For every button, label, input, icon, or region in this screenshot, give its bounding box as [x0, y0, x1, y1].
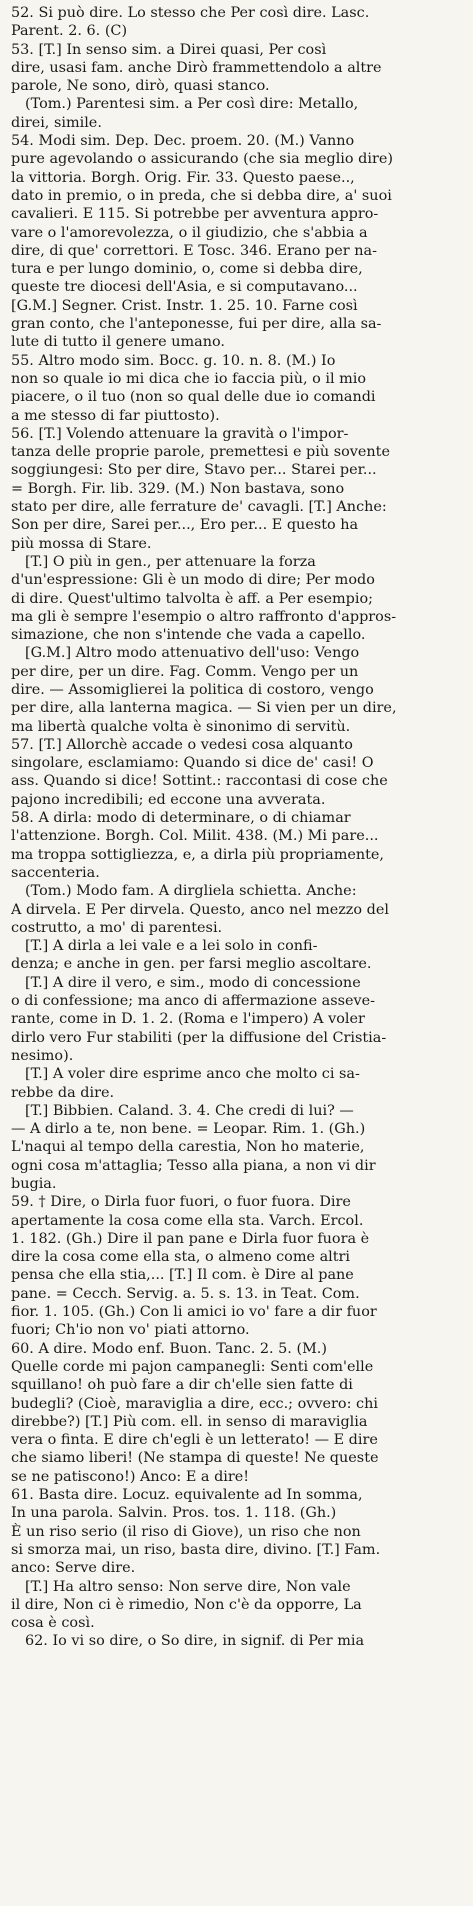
text-line: vera o finta. E dire ch'egli è un letterato! — E dire [11, 1432, 378, 1449]
text-line: 57. [T.] Allorchè accade o vedesi cosa alquanto [11, 736, 353, 753]
text-line: per dire, alla lanterna magica. — Si vien per un dire, [11, 700, 397, 717]
text-line: [T.] Ha altro senso: Non serve dire, Non vale [25, 1578, 351, 1595]
text-line: fuori; Ch'io non vo' piati attorno. [11, 1322, 250, 1339]
text-line: 54. Modi sim. Dep. Dec. proem. 20. (M.) Vanno [11, 133, 355, 150]
text-line: [T.] O più in gen., per attenuare la forza [25, 553, 316, 570]
text-line: 1. 182. (Gh.) Dire il pan pane e Dirla fuor fuora è [11, 1230, 370, 1247]
text-line: dire la cosa come ella sta, o almeno come altri [11, 1249, 351, 1266]
text-line: gran conto, che l'anteponesse, fui per dire, alla sa- [11, 316, 382, 333]
text-line: dire. — Assomiglierei la politica di costoro, vengo [11, 681, 374, 698]
text-line: Parent. 2. 6. (C) [11, 23, 128, 40]
text-line: (Tom.) Parentesi sim. a Per così dire: Metallo, [25, 96, 359, 113]
text-line: cavalieri. E 115. Si potrebbe per avventura appro- [11, 206, 379, 223]
text-line: pensa che ella stia,... [T.] Il com. è Dire al pane [11, 1267, 354, 1284]
text-line: dirlo vero Fur stabiliti (per la diffusione del Cristia- [11, 1029, 387, 1046]
text-line: [T.] A dirla a lei vale e a lei solo in confi- [25, 938, 318, 955]
text-line: In una parola. Salvin. Pros. tos. 1. 118. (Gh.) [11, 1505, 337, 1522]
text-line: vare o l'amorevolezza, o il giudizio, che s'abbia a [11, 224, 368, 241]
text-line: fior. 1. 105. (Gh.) Con li amici io vo' fare a dir fuor [11, 1304, 377, 1321]
text-line: bugia. [11, 1176, 57, 1192]
text-line: 53. [T.] In senso sim. a Direi quasi, Per così [11, 41, 327, 58]
text-line: piacere, o il tuo (non so qual delle due io comandi [11, 389, 376, 406]
text-line: Quelle corde mi pajon campanegli: Senti com'elle [11, 1358, 374, 1375]
text-line: per dire, per un dire. Fag. Comm. Vengo per un [11, 663, 359, 680]
text-line: ma gli è sempre l'esempio o altro raffronto d'appros- [11, 608, 397, 625]
text-line: saccenteria. [11, 864, 100, 881]
text-line: tura e per lungo dominio, o, come si debba dire, [11, 261, 363, 278]
text-line: che siamo liberi! (Ne stampa di queste! Ne queste [11, 1450, 379, 1467]
text-line: (Tom.) Modo fam. A dirgliela schietta. Anche: [25, 883, 357, 900]
text-line: parole, Ne sono, dirò, quasi stanco. [11, 78, 270, 95]
text-line: [G.M.] Altro modo attenuativo dell'uso: Vengo [25, 645, 360, 662]
text-line: budegli? (Cioè, maraviglia a dire, ecc.; ovvero: chi [11, 1395, 378, 1412]
text-line: rante, come in D. 1. 2. (Roma e l'impero) A voler [11, 1011, 365, 1028]
text-line: È un riso serio (il riso di Giove), un riso che non [11, 1523, 361, 1540]
text-line: a me stesso di far piuttosto). [11, 407, 220, 424]
text-line: 61. Basta dire. Locuz. equivalente ad In somma, [11, 1487, 363, 1504]
text-line: il dire, Non ci è rimedio, Non c'è da opporre, La [11, 1596, 362, 1613]
text-line: tanza delle proprie parole, premettesi e più sovente [11, 444, 390, 461]
text-line: rebbe da dire. [11, 1084, 115, 1101]
text-line: = Borgh. Fir. lib. 329. (M.) Non bastava, sono [11, 480, 345, 497]
text-line: [T.] A dire il vero, e sim., modo di concessione [25, 974, 361, 991]
text-line: simazione, che non s'intende che vada a capello. [11, 627, 366, 644]
text-line: se ne patiscono!) Anco: E a dire! [11, 1468, 250, 1485]
text-line: L'naqui al tempo della carestia, Non ho materie, [11, 1139, 365, 1156]
text-line: soggiungesi: Sto per dire, Stavo per... Starei per... [11, 462, 377, 479]
text-line: apertamente la cosa come ella sta. Varch. Ercol. [11, 1212, 364, 1229]
text-line: dire, usasi fam. anche Dirò frammettendolo a altre [11, 59, 382, 76]
text-line: 55. Altro modo sim. Bocc. g. 10. n. 8. (M.) Io [11, 352, 336, 369]
text-line: stato per dire, alle ferrature de' cavagli. [T.] Anche: [11, 499, 387, 516]
text-line: direbbe?) [T.] Più com. ell. in senso di maraviglia [11, 1413, 368, 1430]
text-line: 59. † Dire, o Dirla fuor fuori, o fuor fuora. Dire [11, 1194, 351, 1211]
text-line: o di confessione; ma anco di affermazione asseve- [11, 993, 376, 1010]
text-line: queste tre diocesi dell'Asia, e si computavano... [11, 279, 358, 296]
text-line: ma troppa sottigliezza, e, a dirla più propriamente, [11, 846, 385, 863]
text-line: più mossa di Stare. [11, 535, 152, 552]
text-line: [T.] A voler dire esprime anco che molto ci sa- [25, 1066, 360, 1083]
text-line: denza; e anche in gen. per farsi meglio ascoltare. [11, 956, 372, 973]
text-line: nesimo). [11, 1047, 74, 1064]
text-line: pane. = Cecch. Servig. a. 5. s. 13. in Teat. Com. [11, 1285, 360, 1302]
text-line: l'attenzione. Borgh. Col. Milit. 438. (M.) Mi pare... [11, 828, 379, 845]
text-line: direi, simile. [11, 114, 102, 131]
text-line: 52. Si può dire. Lo stesso che Per così dire. Lasc. [11, 5, 370, 21]
text-line: pajono incredibili; ed eccone una avverata. [11, 791, 326, 808]
text-line: Son per dire, Sarei per..., Ero per... E questo ha [11, 517, 359, 534]
text-line: 56. [T.] Volendo attenuare la gravità o l'impor- [11, 425, 349, 442]
text-line: 60. A dire. Modo enf. Buon. Tanc. 2. 5. (M.) [11, 1340, 327, 1357]
text-line: dato in premio, o in preda, che si debba dire, a' suoi [11, 187, 392, 204]
text-line: pure agevolando o assicurando (che sia meglio dire) [11, 151, 393, 168]
text-line: anco: Serve dire. [11, 1560, 136, 1577]
text-line: la vittoria. Borgh. Orig. Fir. 33. Questo paese.., [11, 169, 355, 186]
text-line: ogni cosa m'attaglia; Tesso alla piana, a non vi dir [11, 1157, 376, 1174]
text-line: 62. Io vi so dire, o So dire, in signif. di Per mia [25, 1633, 365, 1650]
text-line: — A dirlo a te, non bene. = Leopar. Rim. 1. (Gh.) [11, 1121, 366, 1138]
text-line: singolare, esclamiamo: Quando si dice de' casi! O [11, 755, 374, 772]
text-line: ass. Quando si dice! Sottint.: raccontasi di cose che [11, 773, 388, 790]
text-line: 58. A dirla: modo di determinare, o di chiamar [11, 810, 351, 827]
text-line: squillano! oh può fare a dir ch'elle sien fatte di [11, 1377, 353, 1394]
text-line: cosa è così. [11, 1615, 95, 1632]
text-line: costrutto, a mo' di parentesi. [11, 919, 223, 936]
text-line: A dirvela. E Per dirvela. Questo, anco nel mezzo del [11, 901, 389, 918]
text-line: ma libertà qualche volta è sinonimo di servitù. [11, 718, 351, 735]
text-line: d'un'espressione: Gli è un modo di dire; Per modo [11, 572, 375, 589]
text-line: [T.] Bibbien. Caland. 3. 4. Che credi di lui? — [25, 1102, 354, 1119]
text-line: [G.M.] Segner. Crist. Instr. 1. 25. 10. Farne così [11, 297, 358, 314]
text-line: si smorza mai, un riso, basta dire, divino. [T.] Fam. [11, 1541, 381, 1558]
text-line: dire, di que' correttori. E Tosc. 346. Erano per na- [11, 242, 377, 259]
text-line: non so quale io mi dica che io faccia più, o il mio [11, 370, 367, 387]
text-line: di dire. Quest'ultimo talvolta è aff. a Per esempio; [11, 590, 373, 607]
text-line: lute di tutto il genere umano. [11, 334, 225, 351]
